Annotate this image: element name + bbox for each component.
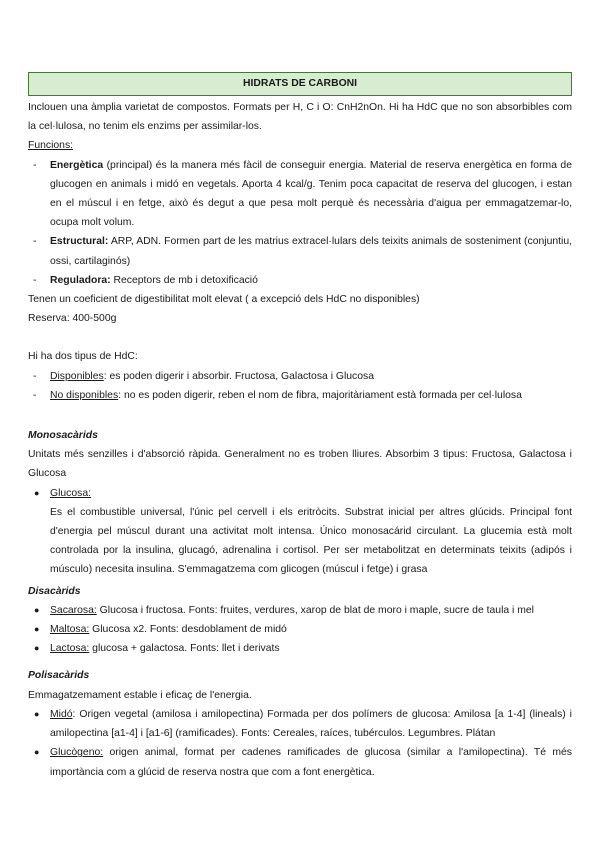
desc-disponibles: : es poden digerir i absorbir. Fructosa, Galactosa i Glucosa [103,370,375,382]
list-item-reguladora [28,271,572,290]
desc-reguladora: Receptors de mb i detoxificació [110,274,258,286]
term-glucogeno: Glucògeno: [50,747,104,759]
list-item-no-disponibles [28,386,572,405]
term-no-disponibles: No disponibles [50,389,119,401]
spacer [28,405,572,424]
list-item-mido [28,705,572,743]
disacarids-heading: Disacàrids [28,585,81,597]
intro-paragraph: Inclouen una àmplia varietat de compostos. Formats per H, C i O: CnH2nOn. Hi ha HdC que no son absorbibles com la cel·lulosa, no tenim els enzims per assimilar-los. [28,102,572,133]
polisacarids-text: Emmagatzemament estable i eficaç de l'energia. [28,689,252,701]
dash-marker: - [33,389,37,401]
desc-mido: : Origen vegetal (amilosa i amilopectina) Formada per dos polímers de glucosa: Amilosa [a 1-4] (lineals) i amilopectina [a1-4] i [a1-6] (ramificades). Fonts: Cereales, raíces, tubérculos. Legumbres. Plátan [50,708,572,740]
dash-marker: - [33,274,37,286]
term-mido: Midó [50,708,73,720]
list-item-lactosa [28,639,572,658]
reserva-text: Reserva: 400-500g [28,313,117,325]
monosacarids-text: Unitats més senzilles i d'absorció ràpida. Generalment no es troben lliures. Absorbim 3 tipus: Fructosa, Galactosa i Glucosa [28,449,572,480]
list-item-glucosa [28,484,572,580]
desc-no-disponibles: : no es poden digerir, reben el nom de fibra, majoritàriament està formada per cel·lulosa [118,389,522,401]
funcions-heading: Funcions: [28,140,74,152]
term-estructural: Estructural: [50,236,109,248]
bullet-marker: ● [34,624,40,635]
monosacarids-heading: Monosacàrids [28,430,98,442]
desc-glucosa: Es el combustible universal, l'únic pel cervell i els eritròcits. Substrat inicial per altres glúcids. Principal font d'energia pel múscul durant una activitat molt intensa. Único monosacárid circulant. La glucemia està molt controlada por la insulina, glucagó, adrenalina i cortisol. Per ser metabolitzat en determinats teixits (adipós i músculo) necesita insulina. S'emmagatzema com glicogen (múscul i fetge) i grasa [50,506,572,576]
list-item-estructural [28,232,572,270]
page-title: HIDRATS DE CARBONI [28,72,572,96]
document-page [28,72,572,782]
term-energetica: Energètica [50,159,104,171]
bullet-marker: ● [34,747,40,758]
bullet-marker: ● [34,604,40,615]
term-maltosa: Maltosa: [50,624,90,636]
list-item-sacarosa [28,601,572,620]
spacer [28,328,572,347]
digestibilitat-text: Tenen un coeficient de digestibilitat molt elevat ( a excepció dels HdC no disponibles) [28,294,420,306]
term-reguladora: Reguladora: [50,274,111,286]
dash-marker: - [33,236,37,248]
bullet-marker: ● [34,643,40,654]
bullet-marker: ● [34,708,40,719]
desc-sacarosa: Glucosa i fructosa. Fonts: fruites, verdures, xarop de blat de moro i maple, sucre de taula i mel [96,604,534,616]
list-item-disponibles [28,367,572,386]
polisacarids-heading: Polisacàrids [28,670,90,682]
desc-glucogeno: origen animal, format per cadenes ramificades de glucosa (similar a l'amilopectina). Té més importància com a glúcid de reserva nostra que com a font energètica. [50,747,572,778]
list-item-maltosa [28,620,572,639]
list-item-energetica [28,156,572,233]
desc-lactosa: glucosa + galactosa. Fonts: llet i derivats [89,643,280,655]
desc-energetica: (principal) és la manera més fàcil de conseguir energia. Material de reserva energètica en forma de glucogen en animals i midó en vegetals. Aporta 4 kcal/g. Tenim poca capacitat de reserva del glucogen, i estan en el múscul i en fetge, això és degut a que pesa molt perquè és necessària d'aigua per emmagatzemar-lo, ocupa molt volum. [50,159,572,229]
desc-maltosa: Glucosa x2. Fonts: desdoblament de midó [89,624,287,636]
term-sacarosa: Sacarosa: [50,604,97,616]
dash-marker: - [33,370,37,382]
tipus-intro: Hi ha dos tipus de HdC: [28,351,138,363]
dash-marker: - [33,159,37,171]
term-glucosa: Glucosa: [50,487,92,499]
term-disponibles: Disponibles [50,370,104,382]
desc-estructural: ARP, ADN. Formen part de les matrius extracel·lulars dels teixits animals de sosteniment (conjuntiu, ossi, cartilaginós) [50,236,572,267]
list-item-glucogeno [28,743,572,781]
bullet-marker: ● [34,487,40,498]
term-lactosa: Lactosa: [50,643,90,655]
spacer [28,658,572,664]
